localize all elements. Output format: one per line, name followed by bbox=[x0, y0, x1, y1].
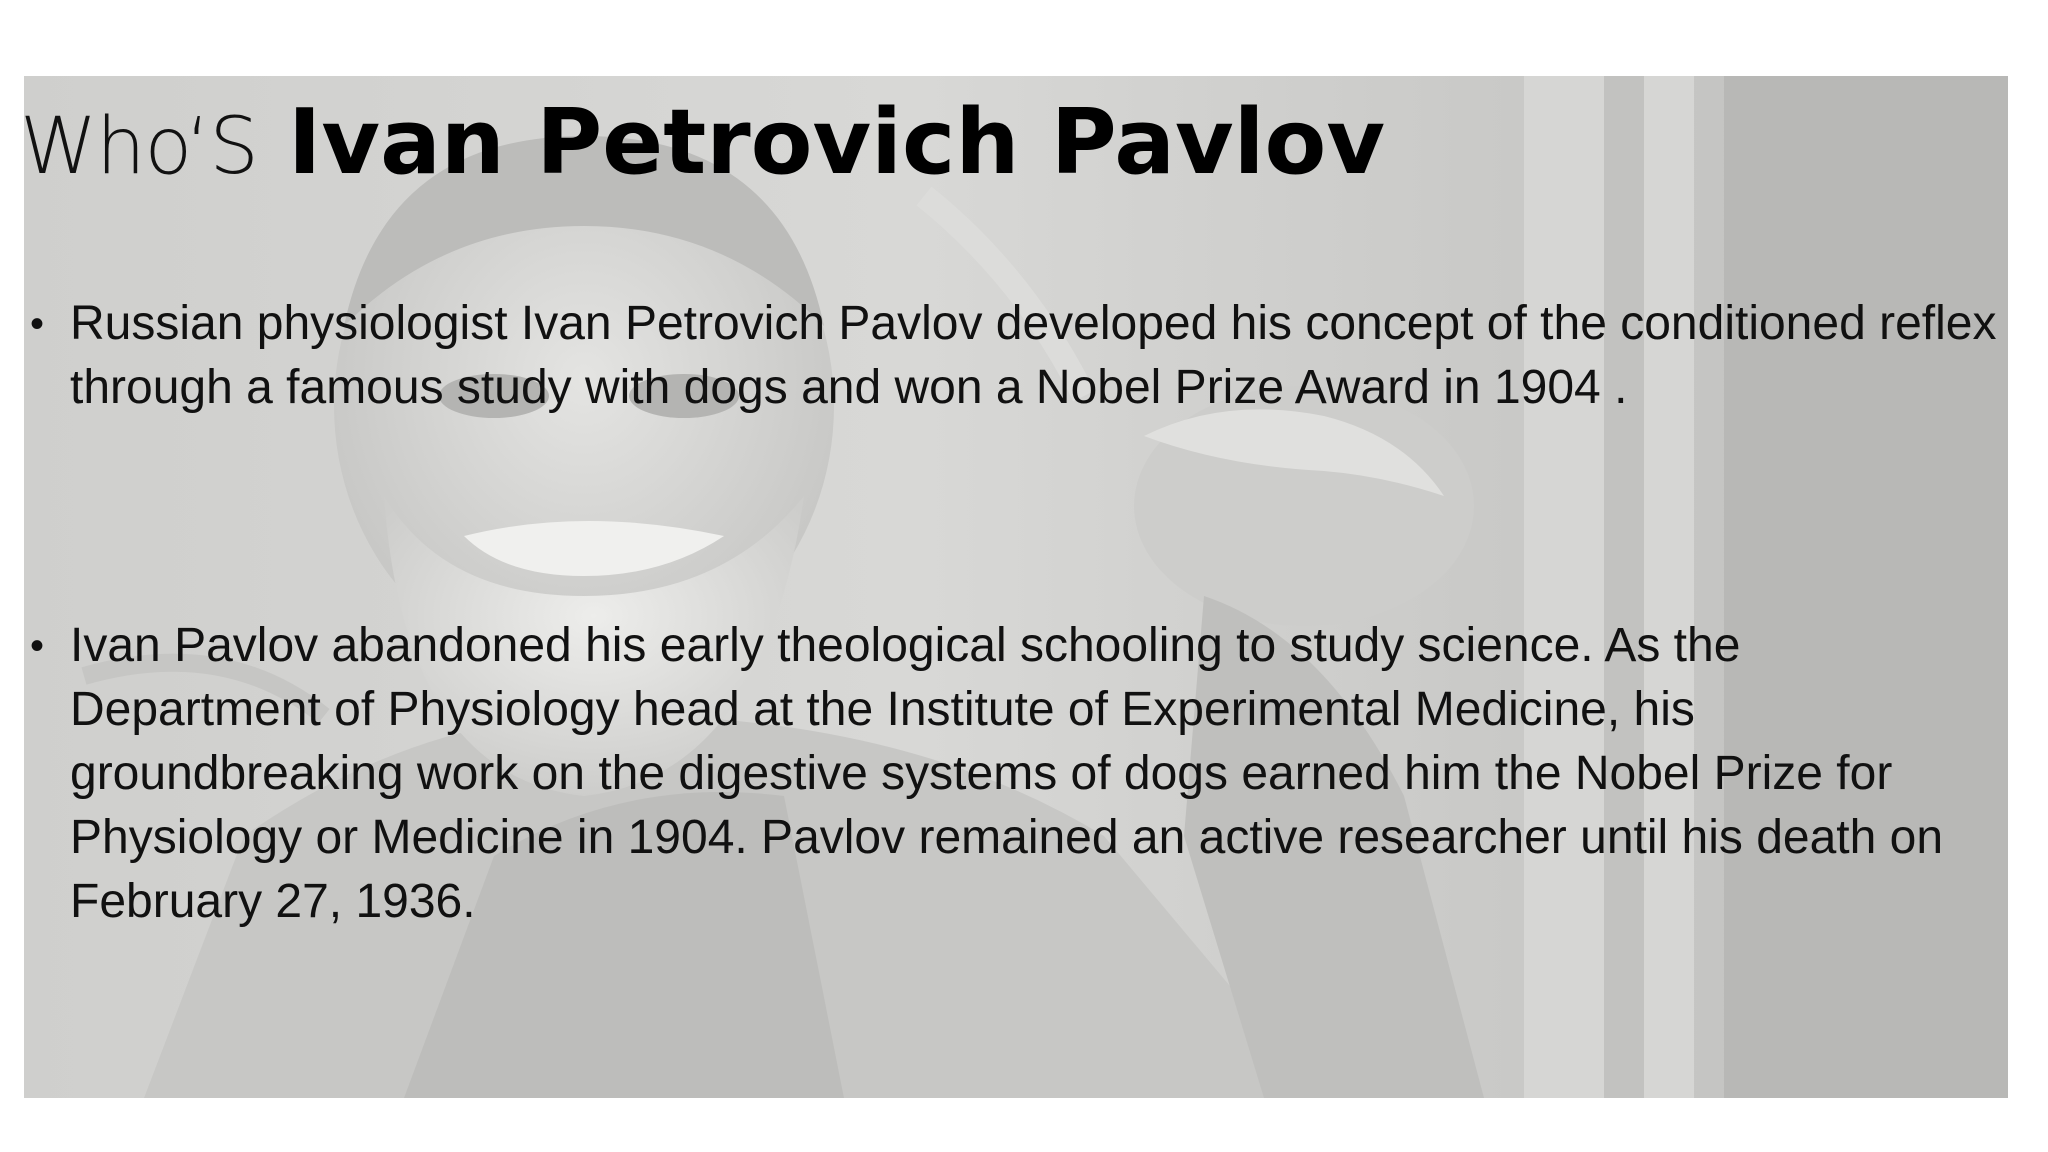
title-prefix: Who‘S bbox=[20, 102, 258, 192]
slide-title bbox=[20, 88, 1920, 198]
bullet-icon: • bbox=[30, 624, 45, 668]
bullet-icon: • bbox=[30, 302, 45, 346]
bullet-item bbox=[30, 292, 2000, 420]
bullet-text: Ivan Pavlov abandoned his early theological schooling to study science. As the Department of Physiology head at the Institute of Experimental Medicine, his groundbreaking work on the digestive systems of dogs earned him the Nobel Prize for Physiology or Medicine in 1904. Pavlov remained an active researcher until his death on February 27, 1936. bbox=[70, 619, 1944, 928]
bullet-text: Russian physiologist Ivan Petrovich Pavlov developed his concept of the conditioned reflex through a famous study with dogs and won a Nobel Prize Award in 1904 . bbox=[70, 297, 1997, 414]
bullet-item bbox=[30, 614, 2000, 934]
title-name: Ivan Petrovich Pavlov bbox=[287, 90, 1386, 195]
bullet-list bbox=[30, 292, 2010, 934]
